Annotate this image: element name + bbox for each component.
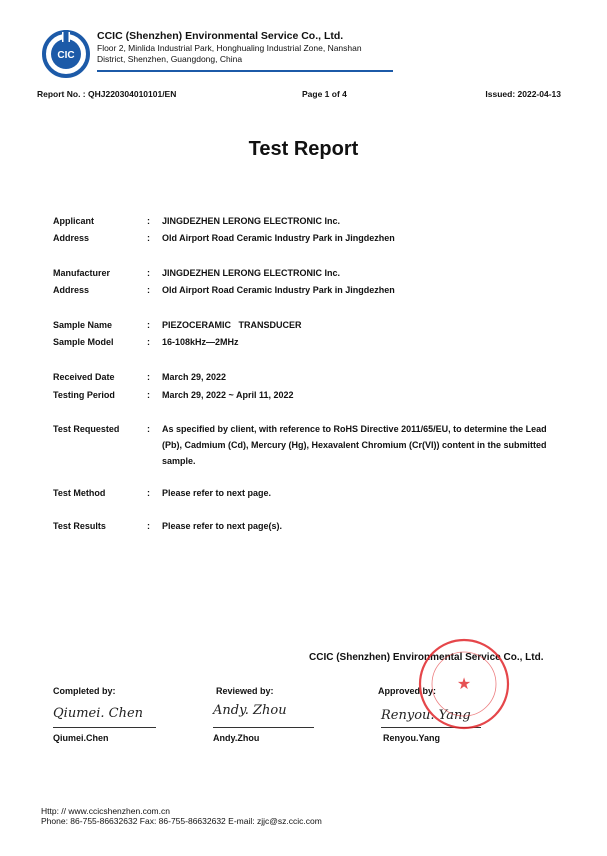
completed-signature-line (53, 727, 156, 728)
footer-website: Http: // www.ccicshenzhen.com.cn (41, 806, 170, 816)
colon: : (147, 372, 150, 382)
manufacturer-label: Manufacturer (53, 268, 111, 278)
sample-model-label: Sample Model (53, 337, 114, 347)
colon: : (147, 320, 150, 330)
colon: : (147, 233, 150, 243)
footer-contact: Phone: 86-755-86632632 Fax: 86-755-86632632 E-mail: zjjc@sz.ccic.com (41, 816, 322, 826)
header-divider (97, 70, 393, 72)
applicant-label: Applicant (53, 216, 95, 226)
testing-period-label: Testing Period (53, 390, 115, 400)
company-address (97, 43, 397, 65)
approved-signature: Renyou. Yang (381, 708, 471, 723)
sample-name-value: PIEZOCERAMIC TRANSDUCER (162, 320, 302, 330)
colon: : (147, 285, 150, 295)
applicant-address-label: Address (53, 233, 90, 243)
sample-model-value: 16-108kHz—2MHz (162, 337, 239, 347)
test-results-value: Please refer to next page(s). (162, 521, 283, 531)
reviewed-by-label: Reviewed by: (216, 686, 274, 696)
test-requested-value: As specified by client, with reference to RoHS Directive 2011/65/EU, to determine the Lead (Pb), Cadmium (Cd), Mercury (Hg), Hexavalent Chromium (Cr(VI)) content in the submitted sample. (162, 424, 547, 466)
test-requested-label: Test Requested (53, 424, 120, 434)
test-results-label: Test Results (53, 521, 106, 531)
issuer-name: CCIC (Shenzhen) Environmental Service Co., Ltd. (309, 652, 544, 663)
issued-date: Issued: 2022-04-13 (485, 89, 561, 99)
colon: : (147, 390, 150, 400)
colon: : (147, 216, 150, 226)
completed-by-name: Qiumei.Chen (53, 733, 109, 743)
received-date-label: Received Date (53, 372, 115, 382)
colon: : (147, 424, 150, 434)
svg-text:★: ★ (456, 674, 472, 693)
reviewed-signature-line (213, 727, 314, 728)
sample-name-label: Sample Name (53, 320, 113, 330)
test-method-label: Test Method (53, 488, 106, 498)
page-title: Test Report (248, 138, 359, 160)
colon: : (147, 488, 150, 498)
reviewed-by-name: Andy.Zhou (213, 733, 260, 743)
company-address-line1: Floor 2, Minlida Industrial Park, Honghualing Industrial Zone, Nanshan (97, 43, 362, 53)
approved-by-name: Renyou.Yang (383, 733, 441, 743)
logo-text: CIC (57, 50, 75, 61)
completed-by-label: Completed by: (53, 686, 116, 696)
manufacturer-address-label: Address (53, 285, 90, 295)
manufacturer-address-value: Old Airport Road Ceramic Industry Park in Jingdezhen (162, 285, 395, 295)
manufacturer-value: JINGDEZHEN LERONG ELECTRONIC Inc. (162, 268, 341, 278)
page-number: Page 1 of 4 (302, 89, 347, 99)
test-method-value: Please refer to next page. (162, 488, 272, 498)
applicant-value: JINGDEZHEN LERONG ELECTRONIC Inc. (162, 216, 341, 226)
company-address-line2: District, Shenzhen, Guangdong, China (97, 54, 243, 64)
company-name: CCIC (Shenzhen) Environmental Service Co., Ltd. (97, 30, 344, 42)
colon: : (147, 268, 150, 278)
colon: : (147, 337, 150, 347)
applicant-address-value: Old Airport Road Ceramic Industry Park in Jingdezhen (162, 233, 395, 243)
reviewed-signature: Andy. Zhou (213, 703, 287, 718)
completed-signature: Qiumei. Chen (53, 706, 144, 721)
company-seal-stamp (417, 637, 511, 731)
received-date-value: March 29, 2022 (162, 372, 227, 382)
testing-period-value: March 29, 2022 ~ April 11, 2022 (162, 390, 294, 400)
approved-by-label: Approved by: (378, 686, 437, 696)
report-number: Report No. : QHJ220304010101/EN (37, 89, 177, 99)
ccic-logo-icon (42, 30, 90, 78)
colon: : (147, 521, 150, 531)
